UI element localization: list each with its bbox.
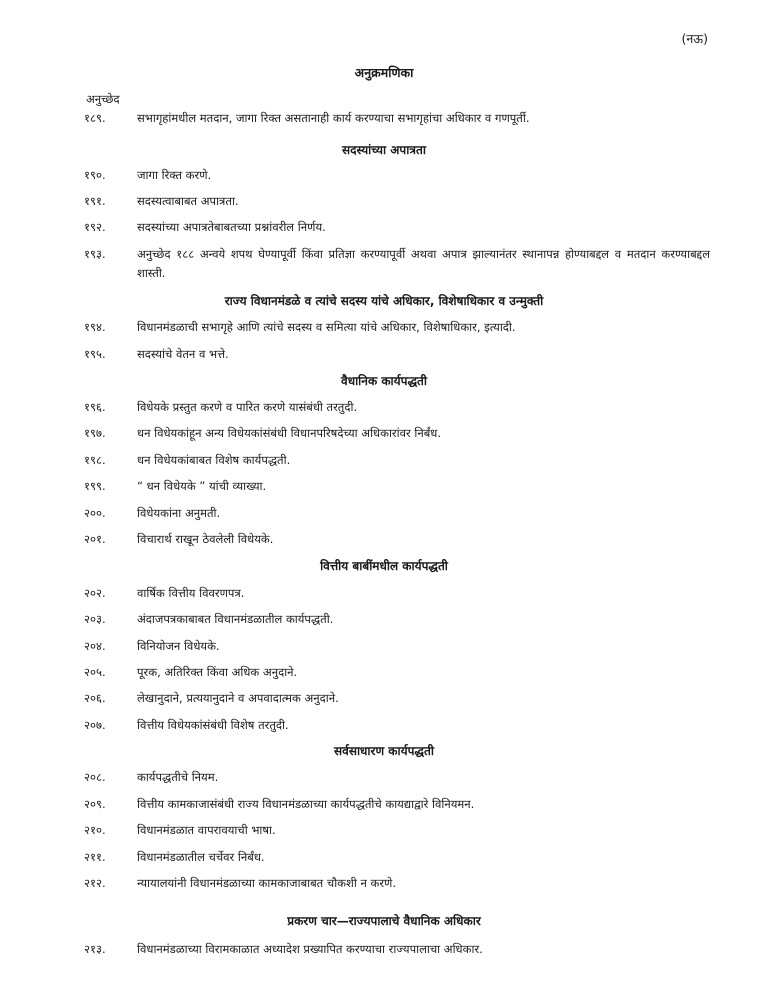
article-entry-207 bbox=[84, 716, 710, 735]
article-entry-189 bbox=[84, 109, 710, 128]
article-title: पूरक, अतिरिक्त किंवा अधिक अनुदाने. bbox=[137, 665, 298, 679]
article-title: वित्तीय कामकाजासंबंधी राज्य विधानमंडळाच्या कार्यपद्धतीचे कायद्याद्वारे विनियमन. bbox=[137, 797, 475, 811]
article-number: १९५. bbox=[84, 347, 106, 361]
article-number: २०९. bbox=[84, 797, 106, 811]
article-title: “ धन विधेयके ” यांची व्याख्या. bbox=[137, 479, 267, 493]
section-heading-disqualification: सदस्यांच्या अपात्रता bbox=[342, 143, 426, 157]
article-entry-197 bbox=[84, 424, 710, 443]
article-entry-206 bbox=[84, 689, 710, 708]
article-entry-199 bbox=[84, 477, 710, 496]
page-number: (नऊ) bbox=[681, 31, 708, 46]
article-entry-200 bbox=[84, 504, 710, 523]
article-entry-213 bbox=[84, 940, 710, 959]
article-entry-203 bbox=[84, 610, 710, 629]
article-number: १८९. bbox=[84, 111, 106, 125]
section-heading-chapter-four: प्रकरण चार—राज्यपालाचे वैधानिक अधिकार bbox=[287, 914, 481, 928]
article-number: १९२. bbox=[84, 220, 106, 234]
section-heading-general: सर्वसाधारण कार्यपद्धती bbox=[334, 744, 434, 758]
article-title: विधानमंडळातील चर्चेवर निर्बंध. bbox=[137, 850, 265, 864]
article-entry-194 bbox=[84, 318, 710, 337]
article-number: २१३. bbox=[84, 942, 106, 956]
article-title: न्यायालयांनी विधानमंडळाच्या कामकाजाबाबत चौकशी न करणे. bbox=[137, 876, 397, 890]
article-number: १९०. bbox=[84, 168, 106, 182]
article-number: १९१. bbox=[84, 194, 106, 208]
article-number: २०७. bbox=[84, 718, 106, 732]
article-number: २०८. bbox=[84, 770, 106, 784]
section-heading-powers: राज्य विधानमंडळे व त्यांचे सदस्य यांचे अधिकार, विशेषाधिकार व उन्मुक्ती bbox=[224, 294, 544, 308]
article-number: १९६. bbox=[84, 400, 106, 414]
article-title: विधेयकांना अनुमती. bbox=[137, 506, 221, 520]
article-title: लेखानुदाने, प्रत्ययानुदाने व अपवादात्मक अनुदाने. bbox=[137, 691, 339, 705]
article-entry-205 bbox=[84, 663, 710, 682]
article-number: २०५. bbox=[84, 665, 106, 679]
article-entry-212 bbox=[84, 874, 710, 893]
article-number: २०१. bbox=[84, 532, 106, 546]
article-number: १९९. bbox=[84, 479, 106, 493]
article-title: विधानमंडळाच्या विरामकाळात अध्यादेश प्रख्यापित करण्याचा राज्यपालाचा अधिकार. bbox=[137, 942, 483, 956]
section-heading-legislative: वैधानिक कार्यपद्धती bbox=[341, 374, 427, 388]
article-title: धन विधेयकांबाबत विशेष कार्यपद्धती. bbox=[137, 453, 291, 467]
article-title: अंदाजपत्रकाबाबत विधानमंडळातील कार्यपद्धती. bbox=[137, 612, 334, 626]
article-entry-202 bbox=[84, 584, 710, 603]
article-number: २०३. bbox=[84, 612, 106, 626]
article-entry-195 bbox=[84, 345, 710, 364]
column-label: अनुच्छेद bbox=[86, 92, 120, 106]
article-number: २१२. bbox=[84, 876, 106, 890]
article-number: २००. bbox=[84, 506, 106, 520]
article-number: २११. bbox=[84, 850, 106, 864]
article-number: १९३. bbox=[84, 247, 106, 261]
article-entry-192 bbox=[84, 218, 710, 237]
article-title: विधानमंडळाची सभागृहे आणि त्यांचे सदस्य व समित्या यांचे अधिकार, विशेषाधिकार, इत्यादी. bbox=[137, 320, 516, 334]
article-title: वार्षिक वित्तीय विवरणपत्र. bbox=[137, 586, 245, 600]
article-title: विधेयके प्रस्तुत करणे व पारित करणे यासंबंधी तरतुदी. bbox=[137, 400, 358, 414]
article-title: वित्तीय विधेयकांसंबंधी विशेष तरतुदी. bbox=[137, 718, 289, 732]
article-title: अनुच्छेद १८८ अन्वये शपथ घेण्यापूर्वी किंवा प्रतिज्ञा करण्यापूर्वी अथवा अपात्र झाल्यानंतर स्थानापन्न होण्याबद्दल व मतदान करण्याबद्दल शास्ती. bbox=[137, 247, 710, 280]
article-title: सदस्यांच्या अपात्रतेबाबतच्या प्रश्नांवरील निर्णय. bbox=[137, 220, 326, 234]
article-entry-190 bbox=[84, 166, 710, 185]
article-title: सदस्यांचे वेतन व भत्ते. bbox=[137, 347, 229, 361]
article-number: १९८. bbox=[84, 453, 106, 467]
article-entry-196 bbox=[84, 398, 710, 417]
article-entry-204 bbox=[84, 637, 710, 656]
article-title: विनियोजन विधेयके. bbox=[137, 639, 220, 653]
article-entry-209 bbox=[84, 795, 710, 814]
article-title: सभागृहांमधील मतदान, जागा रिक्त असतानाही कार्य करण्याचा सभागृहांचा अधिकार व गणपूर्ती. bbox=[137, 111, 530, 125]
article-entry-193 bbox=[84, 245, 710, 283]
article-number: २०६. bbox=[84, 691, 106, 705]
article-title: विचारार्थ राखून ठेवलेली विधेयके. bbox=[137, 532, 274, 546]
article-title: कार्यपद्धतीचे नियम. bbox=[137, 770, 219, 784]
article-title: विधानमंडळात वापरावयाची भाषा. bbox=[137, 823, 276, 837]
article-number: २०२. bbox=[84, 586, 106, 600]
article-title: जागा रिक्त करणे. bbox=[137, 168, 212, 182]
article-number: २०४. bbox=[84, 639, 106, 653]
article-entry-208 bbox=[84, 768, 710, 787]
article-entry-210 bbox=[84, 821, 710, 840]
article-number: २१०. bbox=[84, 823, 106, 837]
section-heading-financial: वित्तीय बाबींमधील कार्यपद्धती bbox=[320, 559, 448, 573]
article-entry-191 bbox=[84, 192, 710, 211]
article-entry-201 bbox=[84, 530, 710, 549]
article-entry-211 bbox=[84, 848, 710, 867]
page-title: अनुक्रमणिका bbox=[354, 65, 414, 80]
article-title: धन विधेयकांहून अन्य विधेयकांसंबंधी विधानपरिषदेच्या अधिकारांवर निर्बंध. bbox=[137, 426, 442, 440]
article-title: सदस्यत्वाबाबत अपात्रता. bbox=[137, 194, 239, 208]
article-number: १९७. bbox=[84, 426, 106, 440]
article-number: १९४. bbox=[84, 320, 106, 334]
article-entry-198 bbox=[84, 451, 710, 470]
